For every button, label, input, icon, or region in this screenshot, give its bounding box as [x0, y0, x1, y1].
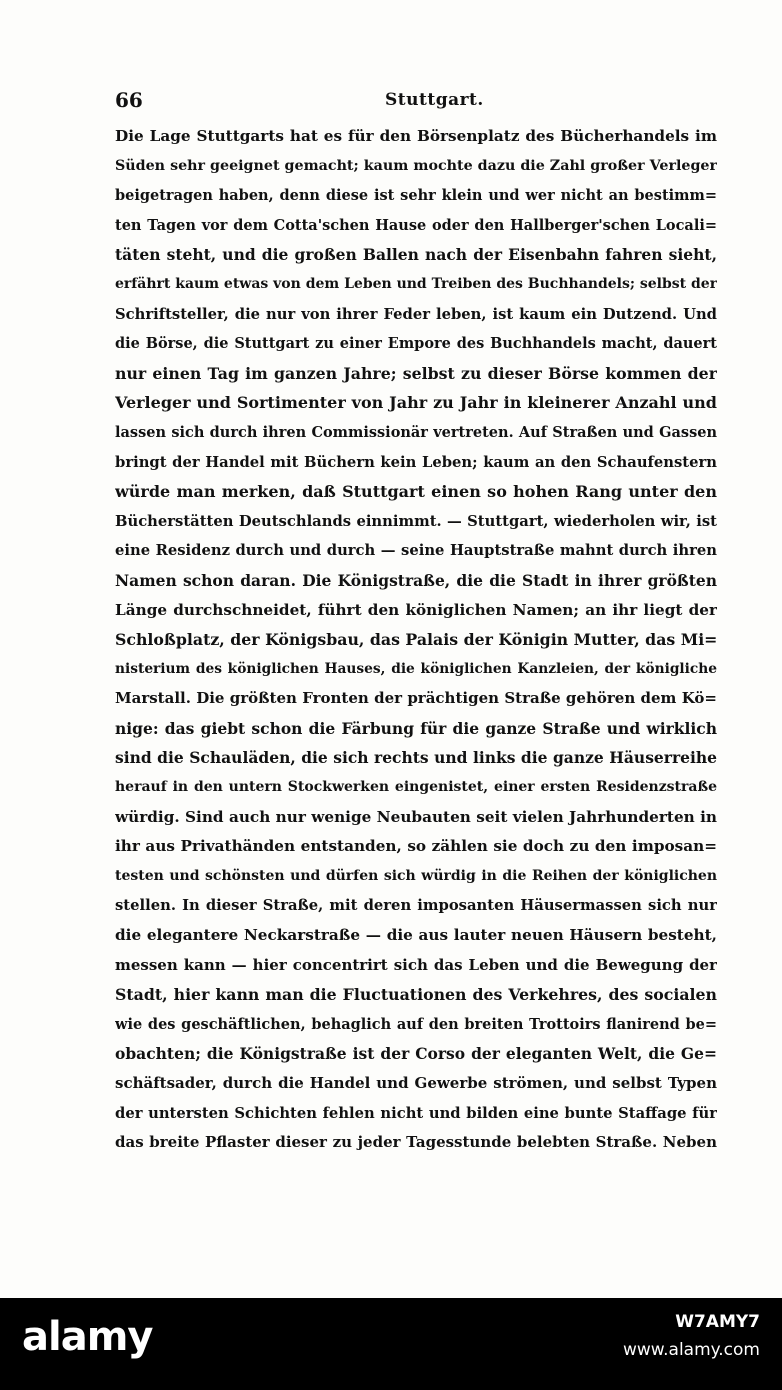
- stock-meta: [623, 1312, 760, 1360]
- text-line: Die Lage Stuttgarts hat es für den Börsenplatz des Bücherhandels im: [115, 127, 717, 145]
- text-line: Marstall. Die größten Fronten der prächtigen Straße gehören dem Kö=: [115, 689, 717, 708]
- image-id: W7AMY7: [675, 1312, 760, 1332]
- text-line: täten steht, und die großen Ballen nach der Eisenbahn fahren sieht,: [115, 245, 717, 265]
- text-line: sind die Schauläden, die sich rechts und links die ganze Häuserreihe: [115, 748, 717, 768]
- text-line: beigetragen haben, denn diese ist sehr klein und wer nicht an bestimm=: [115, 187, 717, 205]
- text-line: testen und schönsten und dürfen sich würdig in die Reihen der königlichen: [115, 867, 717, 884]
- text-line: erfährt kaum etwas von dem Leben und Treiben des Buchhandels; selbst der: [115, 275, 717, 292]
- text-line: eine Residenz durch und durch — seine Hauptstraße mahnt durch ihren: [115, 542, 717, 560]
- running-title: Stuttgart.: [385, 90, 484, 110]
- text-line: Länge durchschneidet, führt den königlichen Namen; an ihr liegt der: [115, 600, 717, 619]
- text-line: nur einen Tag im ganzen Jahre; selbst zu dieser Börse kommen der: [115, 363, 717, 383]
- body-text: [115, 122, 717, 1158]
- text-line: bringt der Handel mit Büchern kein Leben; kaum an den Schaufenstern: [115, 453, 717, 471]
- text-line: nige: das giebt schon die Färbung für die ganze Straße und wirklich: [115, 718, 717, 738]
- text-line: nisterium des königlichen Hauses, die königlichen Kanzleien, der königliche: [115, 660, 717, 677]
- text-line: das breite Pflaster dieser zu jeder Tagesstunde belebten Straße. Neben: [115, 1133, 717, 1152]
- text-line: ten Tagen vor dem Cotta'schen Hause oder den Hallberger'schen Locali=: [115, 216, 717, 234]
- text-line: obachten; die Königstraße ist der Corso der eleganten Welt, die Ge=: [115, 1044, 717, 1064]
- text-line: würde man merken, daß Stuttgart einen so hohen Rang unter den: [115, 482, 717, 502]
- alamy-logo: alamy: [22, 1314, 153, 1360]
- text-line: Schriftsteller, die nur von ihrer Feder leben, ist kaum ein Dutzend. Und: [115, 305, 717, 323]
- text-line: würdig. Sind auch nur wenige Neubauten seit vielen Jahrhunderten in: [115, 807, 717, 826]
- text-line: schäftsader, durch die Handel und Gewerbe strömen, und selbst Typen: [115, 1074, 717, 1092]
- text-line: ihr aus Privathänden entstanden, so zählen sie doch zu den imposan=: [115, 837, 717, 856]
- text-line: die Börse, die Stuttgart zu einer Empore des Buchhandels macht, dauert: [115, 335, 717, 353]
- text-line: herauf in den untern Stockwerken eingenistet, einer ersten Residenzstraße: [115, 779, 717, 796]
- text-line: Verleger und Sortimenter von Jahr zu Jahr in kleinerer Anzahl und: [115, 393, 717, 413]
- text-line: Schloßplatz, der Königsbau, das Palais der Königin Mutter, das Mi=: [115, 630, 717, 650]
- text-line: lassen sich durch ihren Commissionär vertreten. Auf Straßen und Gassen: [115, 423, 717, 441]
- text-line: messen kann — hier concentrirt sich das Leben und die Bewegung der: [115, 955, 717, 974]
- text-line: stellen. In dieser Straße, mit deren imposanten Häusermassen sich nur: [115, 897, 717, 915]
- text-line: die elegantere Neckarstraße — die aus lauter neuen Häusern besteht,: [115, 926, 717, 945]
- text-line: Bücherstätten Deutschlands einnimmt. — Stuttgart, wiederholen wir, ist: [115, 512, 717, 530]
- text-line: der untersten Schichten fehlen nicht und bilden eine bunte Staffage für: [115, 1104, 717, 1122]
- text-line: Namen schon daran. Die Königstraße, die die Stadt in ihrer größten: [115, 570, 717, 590]
- watermark-footer-bar: [0, 1298, 782, 1390]
- text-line: Stadt, hier kann man die Fluctuationen des Verkehres, des socialen: [115, 985, 717, 1005]
- page-header: [115, 88, 715, 112]
- text-line: wie des geschäftlichen, behaglich auf den breiten Trottoirs flanirend be=: [115, 1015, 717, 1033]
- text-line: Süden sehr geeignet gemacht; kaum mochte dazu die Zahl großer Verleger: [115, 157, 717, 174]
- page-number: 66: [115, 88, 143, 112]
- site-url: www.alamy.com: [622, 1340, 760, 1360]
